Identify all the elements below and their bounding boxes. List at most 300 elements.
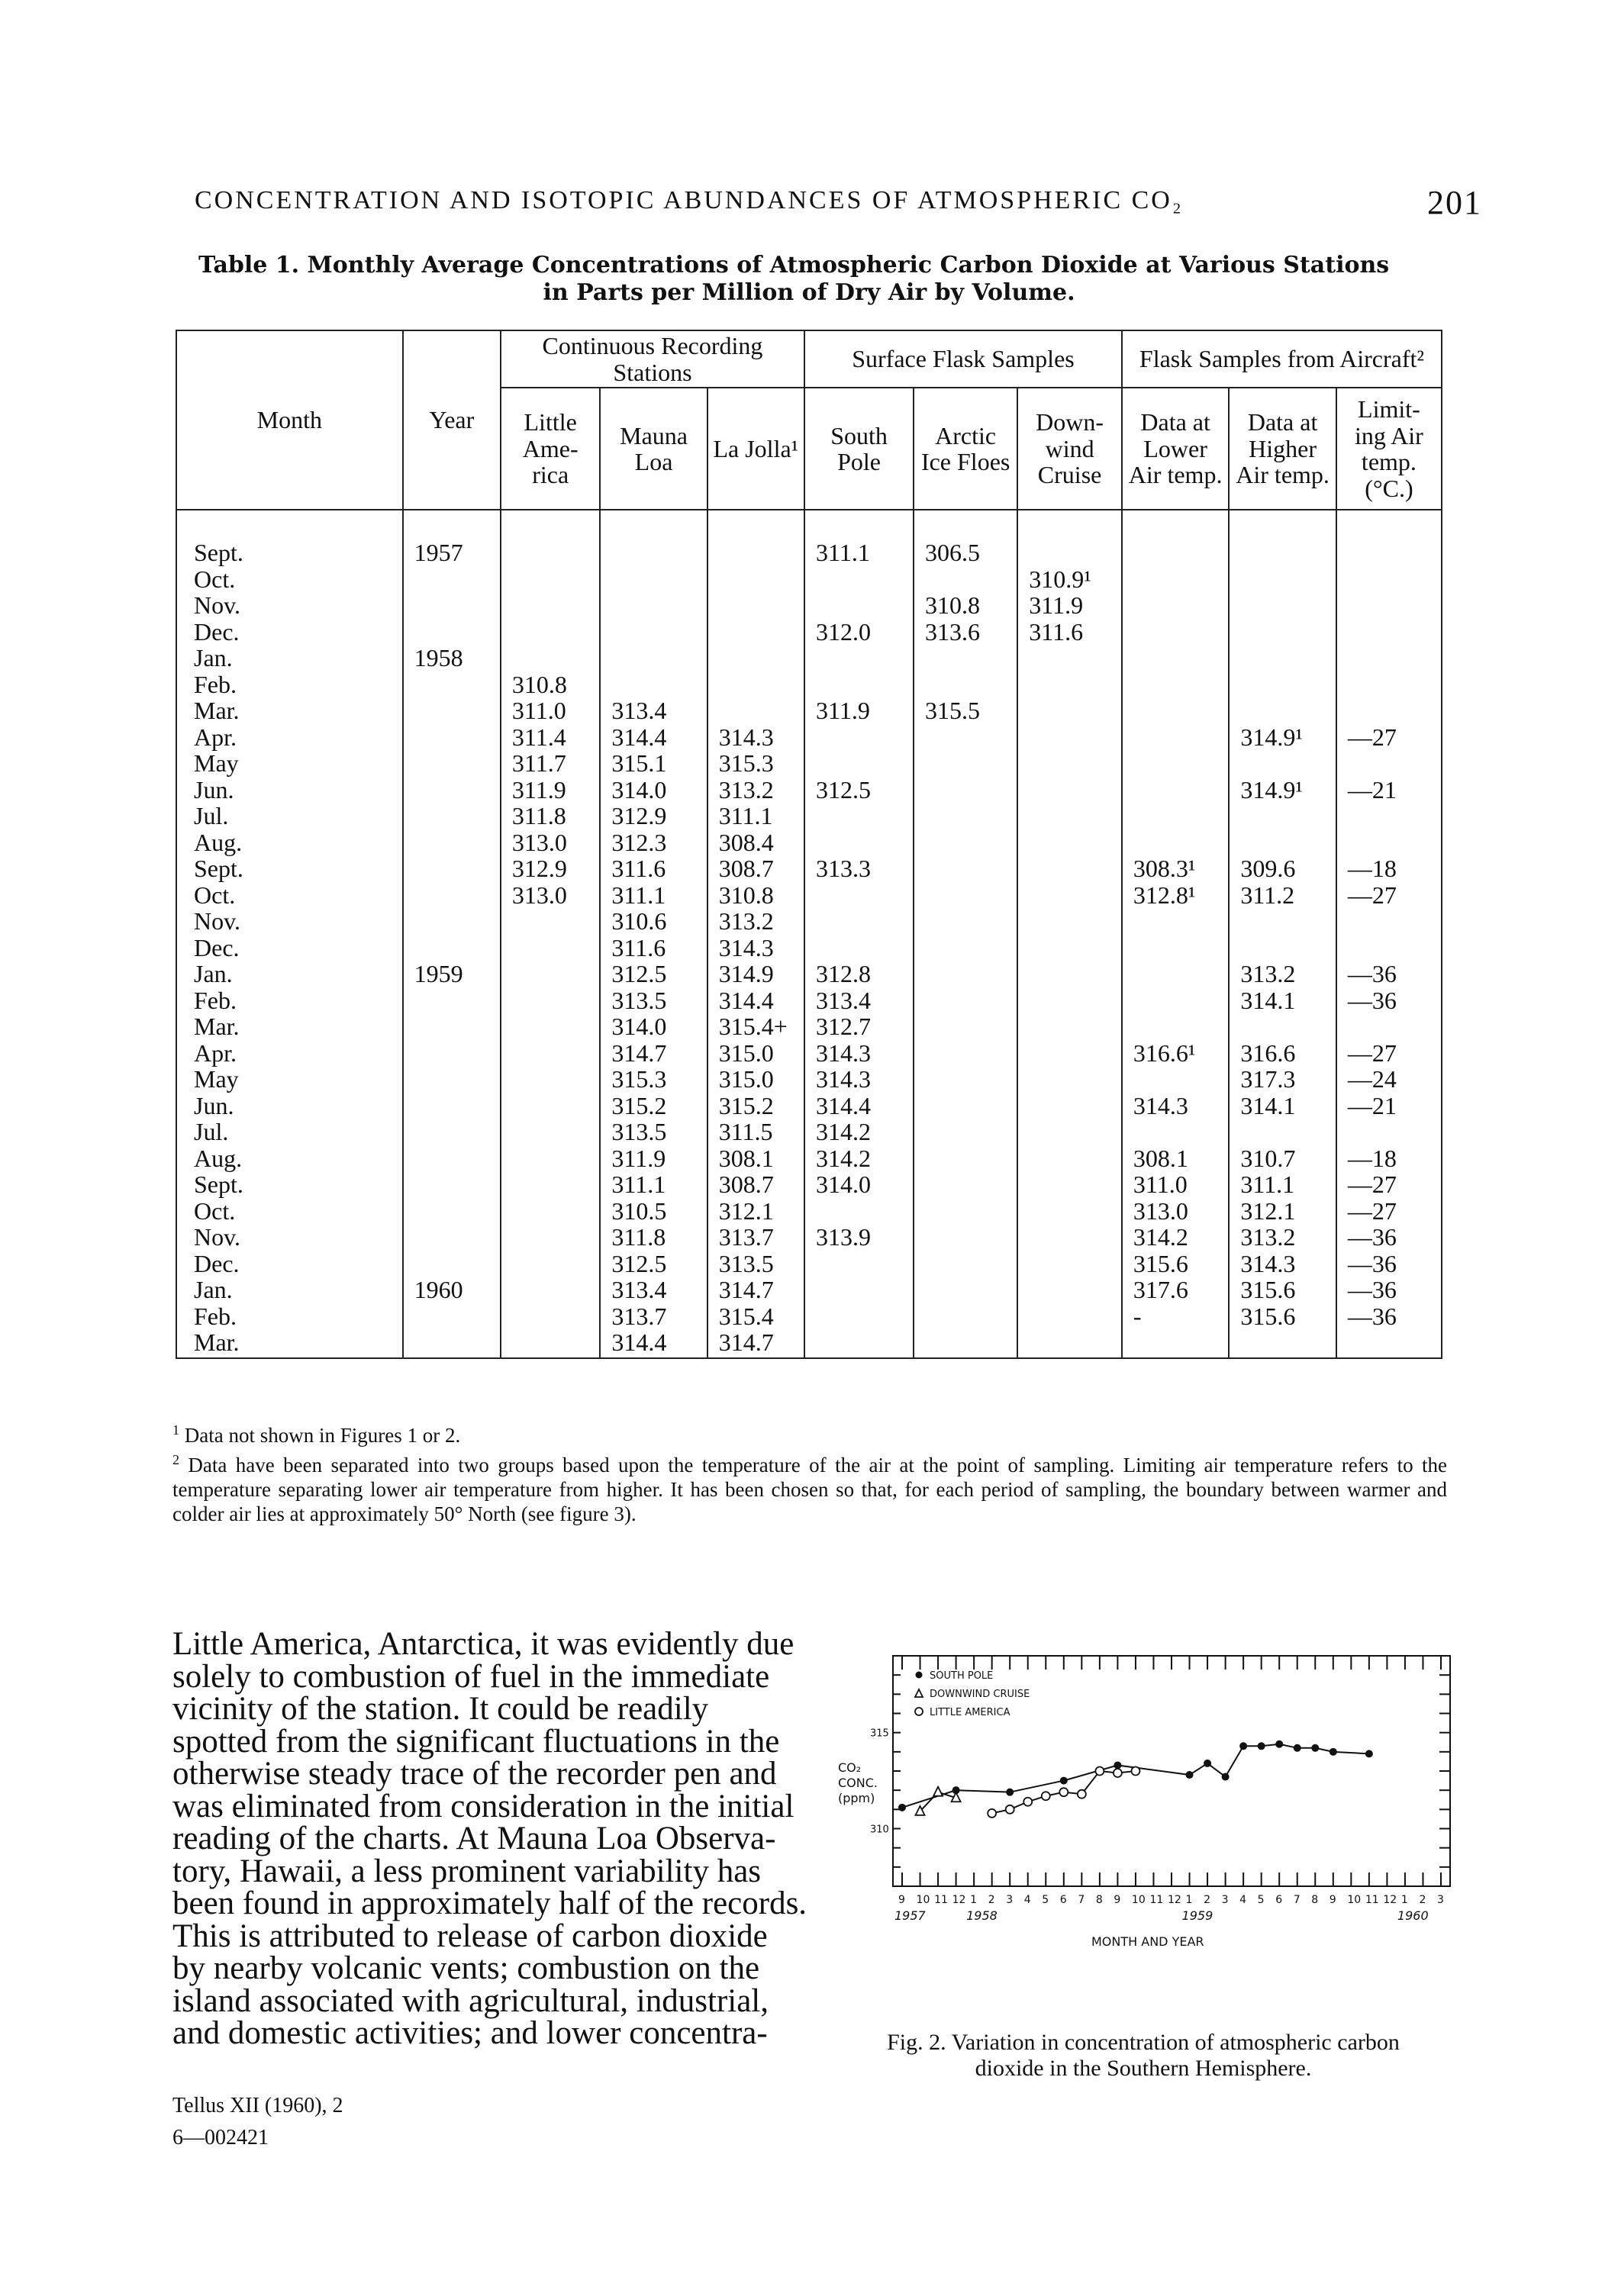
footnote-2 — [172, 1447, 1447, 1526]
x-tick-label: 12 — [1383, 1894, 1397, 1906]
cell-lower-air — [1122, 671, 1229, 698]
cell-south-pole — [804, 882, 914, 909]
cell-year — [403, 987, 501, 1014]
cell-arctic — [914, 1277, 1017, 1303]
cell-la-jolla — [707, 510, 804, 566]
cell-south-pole — [804, 1329, 914, 1358]
cell-lower-air — [1122, 697, 1229, 724]
data-point-little-america — [1023, 1798, 1032, 1806]
cell-higher-air: 314.9¹ — [1229, 724, 1336, 751]
x-tick-label: 10 — [916, 1894, 930, 1906]
cell-higher-air: 317.3 — [1229, 1066, 1336, 1093]
cell-little-america — [501, 1145, 600, 1172]
cell-south-pole — [804, 750, 914, 777]
cell-south-pole: 311.1 — [804, 510, 914, 566]
x-tick-label: 1 — [1185, 1894, 1193, 1906]
cell-lower-air — [1122, 566, 1229, 593]
cell-la-jolla: 311.1 — [707, 803, 804, 829]
body-line: solely to combustion of fuel in the immediate — [172, 1658, 770, 1695]
cell-mauna-loa: 312.9 — [600, 803, 707, 829]
body-line: otherwise steady trace of the recorder pen and — [172, 1756, 777, 1792]
cell-year: 1959 — [403, 961, 501, 987]
data-point-south-pole — [1222, 1773, 1230, 1781]
cell-south-pole — [804, 724, 914, 751]
cell-lower-air: 314.2 — [1122, 1224, 1229, 1251]
cell-higher-air — [1229, 803, 1336, 829]
x-tick-label: 10 — [1347, 1894, 1362, 1906]
body-line: island associated with agricultural, industrial, — [172, 1982, 769, 2019]
table-row — [176, 619, 1442, 646]
cell-little-america — [501, 1198, 600, 1225]
cell-lower-air — [1122, 908, 1229, 935]
cell-little-america: 313.0 — [501, 882, 600, 909]
cell-year — [403, 1093, 501, 1119]
cell-arctic — [914, 750, 1017, 777]
table-caption-line2: in Parts per Million of Dry Air by Volume. — [543, 279, 1075, 306]
cell-south-pole: 314.2 — [804, 1119, 914, 1145]
cell-lower-air: 308.3¹ — [1122, 855, 1229, 882]
cell-la-jolla: 315.0 — [707, 1066, 804, 1093]
cell-arctic — [914, 1145, 1017, 1172]
cell-south-pole — [804, 803, 914, 829]
cell-little-america — [501, 961, 600, 987]
cell-little-america — [501, 645, 600, 671]
running-title: CONCENTRATION AND ISOTOPIC ABUNDANCES OF ATMOSPHERIC CO₂ — [195, 186, 1184, 214]
table-row — [176, 510, 1442, 566]
cell-arctic — [914, 961, 1017, 987]
y-axis-label: CO₂ — [838, 1760, 862, 1776]
header-year: Year — [403, 330, 501, 510]
cell-arctic — [914, 1303, 1017, 1330]
page-number: 201 — [1427, 184, 1482, 221]
cell-arctic — [914, 1224, 1017, 1251]
body-line: Little America, Antarctica, it was evidently due — [172, 1626, 794, 1662]
cell-la-jolla: 310.8 — [707, 882, 804, 909]
table-row — [176, 882, 1442, 909]
cell-lower-air: 312.8¹ — [1122, 882, 1229, 909]
cell-arctic — [914, 1329, 1017, 1358]
header-surface: Surface Flask Samples — [804, 330, 1122, 388]
cell-limiting: —24 — [1336, 1066, 1442, 1093]
cell-south-pole: 312.0 — [804, 619, 914, 646]
cell-little-america — [501, 1251, 600, 1277]
cell-year — [403, 1066, 501, 1093]
table-row — [176, 1329, 1442, 1358]
cell-limiting — [1336, 750, 1442, 777]
cell-la-jolla: 308.1 — [707, 1145, 804, 1172]
cell-downwind — [1017, 829, 1122, 856]
cell-limiting: —21 — [1336, 777, 1442, 803]
body-line: spotted from the significant fluctuations in the — [172, 1723, 780, 1760]
x-tick-label: 3 — [1221, 1894, 1229, 1906]
cell-limiting: —36 — [1336, 961, 1442, 987]
cell-limiting — [1336, 671, 1442, 698]
cell-higher-air — [1229, 510, 1336, 566]
cell-south-pole: 312.5 — [804, 777, 914, 803]
table-row — [176, 592, 1442, 619]
cell-la-jolla: 311.5 — [707, 1119, 804, 1145]
data-point-south-pole — [1294, 1744, 1301, 1752]
cell-lower-air — [1122, 510, 1229, 566]
table-row — [176, 750, 1442, 777]
cell-month: Feb. — [176, 1303, 403, 1330]
cell-arctic: 313.6 — [914, 619, 1017, 646]
y-axis-label: CONC. — [838, 1776, 878, 1791]
cell-higher-air — [1229, 908, 1336, 935]
cell-la-jolla: 314.3 — [707, 724, 804, 751]
cell-south-pole: 313.4 — [804, 987, 914, 1014]
cell-month: Dec. — [176, 935, 403, 961]
cell-year — [403, 697, 501, 724]
cell-mauna-loa: 310.6 — [600, 908, 707, 935]
table-row — [176, 1093, 1442, 1119]
cell-month: Sept. — [176, 510, 403, 566]
cell-year — [403, 1303, 501, 1330]
cell-la-jolla: 314.9 — [707, 961, 804, 987]
cell-downwind — [1017, 1119, 1122, 1145]
cell-little-america — [501, 1303, 600, 1330]
cell-limiting: —18 — [1336, 1145, 1442, 1172]
cell-little-america — [501, 592, 600, 619]
cell-la-jolla: 315.0 — [707, 1040, 804, 1067]
cell-south-pole: 314.0 — [804, 1171, 914, 1198]
cell-south-pole — [804, 908, 914, 935]
cell-higher-air — [1229, 671, 1336, 698]
cell-little-america — [501, 1171, 600, 1198]
cell-arctic — [914, 1093, 1017, 1119]
table-row — [176, 697, 1442, 724]
cell-limiting — [1336, 1013, 1442, 1040]
cell-year — [403, 1329, 501, 1358]
cell-month: Feb. — [176, 671, 403, 698]
cell-limiting — [1336, 803, 1442, 829]
cell-limiting: —27 — [1336, 1040, 1442, 1067]
legend-label: SOUTH POLE — [930, 1670, 994, 1682]
cell-la-jolla: 313.2 — [707, 908, 804, 935]
cell-arctic — [914, 935, 1017, 961]
table-row — [176, 961, 1442, 987]
data-point-south-pole — [1006, 1789, 1014, 1796]
data-point-south-pole — [1365, 1750, 1373, 1757]
cell-month: Jun. — [176, 1093, 403, 1119]
cell-downwind — [1017, 777, 1122, 803]
cell-downwind: 311.9 — [1017, 592, 1122, 619]
footnote-1-text: Data not shown in Figures 1 or 2. — [184, 1424, 461, 1447]
x-tick-label: 4 — [1023, 1894, 1031, 1906]
cell-limiting — [1336, 697, 1442, 724]
x-tick-label: 9 — [1329, 1894, 1336, 1906]
cell-year — [403, 1145, 501, 1172]
cell-year — [403, 1119, 501, 1145]
x-tick-label: 12 — [952, 1894, 966, 1906]
cell-higher-air — [1229, 829, 1336, 856]
figure-caption-line1: Fig. 2. Variation in concentration of atmospheric carbon — [887, 2030, 1400, 2055]
year-label: 1958 — [966, 1908, 998, 1923]
data-point-little-america — [1095, 1767, 1104, 1776]
cell-mauna-loa: 311.6 — [600, 935, 707, 961]
cell-la-jolla: 314.7 — [707, 1277, 804, 1303]
cell-south-pole: 314.2 — [804, 1145, 914, 1172]
cell-higher-air: 314.1 — [1229, 1093, 1336, 1119]
data-point-south-pole — [1239, 1742, 1247, 1750]
cell-little-america — [501, 908, 600, 935]
code-ref: 6—002421 — [172, 2126, 269, 2149]
cell-mauna-loa: 314.0 — [600, 777, 707, 803]
cell-year — [403, 1040, 501, 1067]
cell-limiting: —27 — [1336, 882, 1442, 909]
cell-higher-air — [1229, 592, 1336, 619]
cell-arctic — [914, 1251, 1017, 1277]
x-tick-label: 10 — [1131, 1894, 1146, 1906]
cell-limiting: —36 — [1336, 1224, 1442, 1251]
cell-month: Apr. — [176, 1040, 403, 1067]
cell-mauna-loa: 313.5 — [600, 1119, 707, 1145]
table-row — [176, 1145, 1442, 1172]
header-higher-air: Data at Higher Air temp. — [1229, 388, 1336, 510]
header-aircraft: Flask Samples from Aircraft² — [1122, 330, 1442, 388]
cell-little-america: 311.7 — [501, 750, 600, 777]
cell-arctic — [914, 987, 1017, 1014]
x-tick-label: 11 — [1149, 1894, 1164, 1906]
cell-higher-air: 310.7 — [1229, 1145, 1336, 1172]
cell-lower-air: 308.1 — [1122, 1145, 1229, 1172]
year-label: 1959 — [1181, 1908, 1214, 1923]
cell-downwind — [1017, 1329, 1122, 1358]
cell-south-pole: 312.7 — [804, 1013, 914, 1040]
cell-year — [403, 1171, 501, 1198]
cell-month: Dec. — [176, 1251, 403, 1277]
data-point-south-pole — [1258, 1742, 1265, 1750]
data-point-south-pole — [1330, 1748, 1337, 1756]
cell-higher-air: 311.1 — [1229, 1171, 1336, 1198]
cell-month: Nov. — [176, 908, 403, 935]
cell-little-america — [501, 619, 600, 646]
cell-month: Oct. — [176, 1198, 403, 1225]
x-tick-label: 6 — [1275, 1894, 1283, 1906]
table-row — [176, 777, 1442, 803]
footnote-1 — [172, 1418, 1447, 1447]
cell-month: Apr. — [176, 724, 403, 751]
legend-marker-downwind — [915, 1689, 923, 1697]
header-downwind: Down- wind Cruise — [1017, 388, 1122, 510]
cell-year — [403, 935, 501, 961]
cell-month: Oct. — [176, 882, 403, 909]
cell-south-pole: 314.3 — [804, 1040, 914, 1067]
cell-year: 1960 — [403, 1277, 501, 1303]
cell-south-pole — [804, 1303, 914, 1330]
cell-year — [403, 619, 501, 646]
cell-la-jolla: 315.4 — [707, 1303, 804, 1330]
cell-lower-air — [1122, 619, 1229, 646]
cell-higher-air — [1229, 619, 1336, 646]
table-row — [176, 1303, 1442, 1330]
cell-mauna-loa: 312.3 — [600, 829, 707, 856]
cell-month: Aug. — [176, 1145, 403, 1172]
cell-downwind — [1017, 1251, 1122, 1277]
data-point-south-pole — [1186, 1771, 1194, 1779]
cell-lower-air: 311.0 — [1122, 1171, 1229, 1198]
cell-higher-air: 309.6 — [1229, 855, 1336, 882]
cell-little-america — [501, 1066, 600, 1093]
cell-downwind — [1017, 961, 1122, 987]
x-tick-label: 11 — [1365, 1894, 1379, 1906]
cell-arctic — [914, 724, 1017, 751]
table-row — [176, 803, 1442, 829]
cell-little-america — [501, 987, 600, 1014]
x-tick-label: 3 — [1006, 1894, 1014, 1906]
cell-downwind — [1017, 1066, 1122, 1093]
cell-month: May — [176, 750, 403, 777]
cell-downwind — [1017, 697, 1122, 724]
cell-month: Oct. — [176, 566, 403, 593]
cell-limiting — [1336, 908, 1442, 935]
cell-lower-air — [1122, 1119, 1229, 1145]
cell-mauna-loa: 314.0 — [600, 1013, 707, 1040]
cell-mauna-loa: 314.4 — [600, 724, 707, 751]
year-label: 1957 — [894, 1908, 926, 1923]
body-line: was eliminated from consideration in the initial — [172, 1788, 794, 1824]
cell-la-jolla: 315.2 — [707, 1093, 804, 1119]
data-point-little-america — [1059, 1788, 1068, 1796]
table-row — [176, 671, 1442, 698]
cell-lower-air: 316.6¹ — [1122, 1040, 1229, 1067]
cell-limiting: —27 — [1336, 1198, 1442, 1225]
cell-limiting — [1336, 619, 1442, 646]
cell-downwind — [1017, 803, 1122, 829]
cell-month: Jan. — [176, 645, 403, 671]
cell-limiting — [1336, 566, 1442, 593]
cell-south-pole: 314.3 — [804, 1066, 914, 1093]
cell-south-pole — [804, 1198, 914, 1225]
cell-la-jolla: 315.3 — [707, 750, 804, 777]
cell-little-america: 311.4 — [501, 724, 600, 751]
cell-lower-air — [1122, 1329, 1229, 1358]
cell-year — [403, 566, 501, 593]
x-tick-label: 6 — [1059, 1894, 1067, 1906]
cell-month: Jun. — [176, 777, 403, 803]
cell-south-pole — [804, 1277, 914, 1303]
cell-south-pole — [804, 645, 914, 671]
x-tick-label: 2 — [988, 1894, 995, 1906]
cell-month: Sept. — [176, 855, 403, 882]
table-row — [176, 724, 1442, 751]
cell-south-pole: 313.3 — [804, 855, 914, 882]
cell-downwind — [1017, 1303, 1122, 1330]
footnote-mark-1: 1 — [172, 1422, 179, 1438]
cell-la-jolla — [707, 619, 804, 646]
header-mauna-loa: Mauna Loa — [600, 388, 707, 510]
table-row — [176, 1277, 1442, 1303]
cell-year — [403, 855, 501, 882]
cell-mauna-loa: 312.5 — [600, 961, 707, 987]
cell-year — [403, 592, 501, 619]
cell-arctic — [914, 1198, 1017, 1225]
cell-la-jolla: 315.4+ — [707, 1013, 804, 1040]
x-axis-label: MONTH AND YEAR — [1091, 1934, 1204, 1949]
data-point-south-pole — [898, 1804, 906, 1811]
table-caption — [198, 252, 1420, 307]
cell-limiting: —36 — [1336, 987, 1442, 1014]
cell-higher-air — [1229, 645, 1336, 671]
cell-year — [403, 1198, 501, 1225]
table-row — [176, 935, 1442, 961]
cell-little-america: 312.9 — [501, 855, 600, 882]
cell-mauna-loa: 313.4 — [600, 697, 707, 724]
cell-arctic — [914, 829, 1017, 856]
cell-lower-air — [1122, 803, 1229, 829]
data-point-south-pole — [1275, 1741, 1283, 1748]
cell-year — [403, 1013, 501, 1040]
cell-higher-air: 315.6 — [1229, 1303, 1336, 1330]
x-tick-label: 7 — [1293, 1894, 1301, 1906]
cell-mauna-loa: 315.1 — [600, 750, 707, 777]
body-line: tory, Hawaii, a less prominent variability has — [172, 1853, 762, 1889]
footnote-mark-2: 2 — [172, 1452, 179, 1467]
cell-arctic — [914, 908, 1017, 935]
cell-limiting — [1336, 645, 1442, 671]
cell-higher-air: 312.1 — [1229, 1198, 1336, 1225]
cell-month: Sept. — [176, 1171, 403, 1198]
cell-limiting — [1336, 935, 1442, 961]
table-row — [176, 566, 1442, 593]
cell-lower-air — [1122, 645, 1229, 671]
cell-year — [403, 908, 501, 935]
cell-la-jolla: 313.2 — [707, 777, 804, 803]
cell-lower-air: - — [1122, 1303, 1229, 1330]
cell-south-pole: 313.9 — [804, 1224, 914, 1251]
cell-la-jolla: 314.7 — [707, 1329, 804, 1358]
cell-la-jolla: 314.3 — [707, 935, 804, 961]
cell-higher-air — [1229, 1329, 1336, 1358]
cell-mauna-loa: 313.7 — [600, 1303, 707, 1330]
cell-la-jolla: 308.4 — [707, 829, 804, 856]
cell-year — [403, 829, 501, 856]
legend-label: DOWNWIND CRUISE — [930, 1689, 1030, 1700]
cell-lower-air: 315.6 — [1122, 1251, 1229, 1277]
table-body — [176, 510, 1442, 1358]
body-line: been found in approximately half of the records. — [172, 1885, 807, 1921]
cell-mauna-loa: 314.4 — [600, 1329, 707, 1358]
cell-south-pole — [804, 1251, 914, 1277]
journal-ref: Tellus XII (1960), 2 — [172, 2094, 343, 2117]
cell-lower-air: 314.3 — [1122, 1093, 1229, 1119]
figure-caption — [830, 2030, 1456, 2082]
cell-year — [403, 750, 501, 777]
cell-month: Jul. — [176, 803, 403, 829]
header-limiting: Limit- ing Air temp. (°C.) — [1336, 388, 1442, 510]
cell-little-america — [501, 1277, 600, 1303]
cell-month: Feb. — [176, 987, 403, 1014]
cell-limiting: —36 — [1336, 1277, 1442, 1303]
cell-south-pole: 314.4 — [804, 1093, 914, 1119]
cell-little-america — [501, 1093, 600, 1119]
body-line: reading of the charts. At Mauna Loa Observa- — [172, 1821, 776, 1856]
cell-south-pole — [804, 566, 914, 593]
footnotes — [172, 1418, 1447, 1526]
cell-mauna-loa — [600, 671, 707, 698]
cell-year — [403, 724, 501, 751]
cell-mauna-loa: 312.5 — [600, 1251, 707, 1277]
cell-south-pole — [804, 829, 914, 856]
cell-year — [403, 777, 501, 803]
x-tick-label: 1 — [1400, 1894, 1408, 1906]
cell-downwind — [1017, 908, 1122, 935]
cell-arctic — [914, 803, 1017, 829]
cell-downwind — [1017, 724, 1122, 751]
data-point-south-pole — [1204, 1760, 1211, 1767]
data-point-little-america — [1006, 1805, 1014, 1814]
table-caption-line1: Table 1. Monthly Average Concentrations of Atmospheric Carbon Dioxide at Various Stations — [198, 252, 1390, 279]
